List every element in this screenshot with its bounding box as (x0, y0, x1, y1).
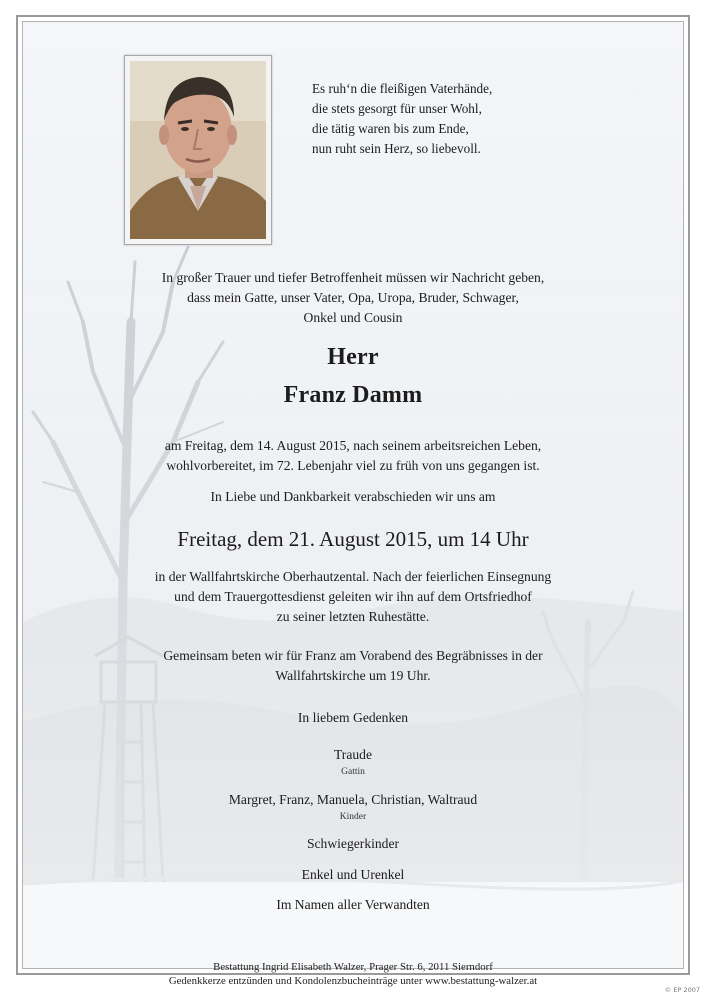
mourner-relatives: Im Namen aller Verwandten (276, 897, 430, 912)
death-line: am Freitag, dem 14. August 2015, nach seinem arbeitsreichen Leben, (164, 438, 542, 453)
intro-line: dass mein Gatte, unser Vater, Opa, Uropa, Bruder, Schwager, (187, 290, 519, 305)
mourner-in-laws: Schwiegerkinder (306, 836, 400, 851)
ceremony-text (24, 567, 682, 627)
ceremony-line: und dem Trauergottesdienst geleiten wir ihn auf dem Ortsfriedhof (174, 589, 532, 604)
death-line: wohlvorbereitet, im 72. Lebenjahr viel zu früh von uns gegangen ist. (166, 458, 540, 473)
funeral-date: Freitag, dem 21. August 2015, um 14 Uhr (177, 527, 529, 551)
poem-line: die stets gesorgt für unser Wohl, (312, 101, 482, 116)
portrait-photo (124, 55, 272, 245)
footer-line: Gedenkkerze entzünden und Kondolenzbucheinträge unter www.bestattung-walzer.at (168, 975, 538, 987)
prayer-text (24, 646, 682, 686)
mourner-children: Margret, Franz, Manuela, Christian, Waltraud (228, 792, 478, 807)
prayer-line: Wallfahrtskirche um 19 Uhr. (275, 668, 431, 683)
footer (24, 960, 682, 988)
death-notice (24, 436, 682, 476)
footer-line: Bestattung Ingrid Elisabeth Walzer, Prager Str. 6, 2011 Sierndorf (213, 961, 493, 973)
prayer-line: Gemeinsam beten wir für Franz am Vorabend des Begräbnisses in der (163, 648, 543, 663)
mourner-spouse-role: Gattin (341, 767, 365, 777)
name-full: Franz Damm (283, 382, 423, 408)
name-title: Herr (327, 344, 379, 370)
intro-line: Onkel und Cousin (303, 310, 403, 325)
farewell-intro: In Liebe und Dankbarkeit verabschieden wir uns am (210, 489, 496, 504)
mourner-spouse: Traude (333, 747, 372, 762)
copyright-mark: © EP 2007 (664, 986, 700, 994)
portrait-image (130, 61, 266, 239)
ceremony-line: in der Wallfahrtskirche Oberhautzental. Nach der feierlichen Einsegnung (154, 569, 552, 584)
deceased-name (24, 338, 682, 414)
poem (312, 79, 612, 159)
mourner-grandchildren: Enkel und Urenkel (301, 867, 405, 882)
intro-text (24, 268, 682, 328)
ceremony-line: zu seiner letzten Ruhestätte. (276, 609, 430, 624)
poem-line: nun ruht sein Herz, so liebevoll. (312, 141, 481, 156)
poem-line: die tätig waren bis zum Ende, (312, 121, 469, 136)
intro-line: In großer Trauer und tiefer Betroffenheit müssen wir Nachricht geben, (161, 270, 545, 285)
mourners-heading: In liebem Gedenken (297, 710, 409, 725)
mourner-children-role: Kinder (339, 812, 367, 822)
poem-line: Es ruh‘n die fleißigen Vaterhände, (312, 81, 493, 96)
